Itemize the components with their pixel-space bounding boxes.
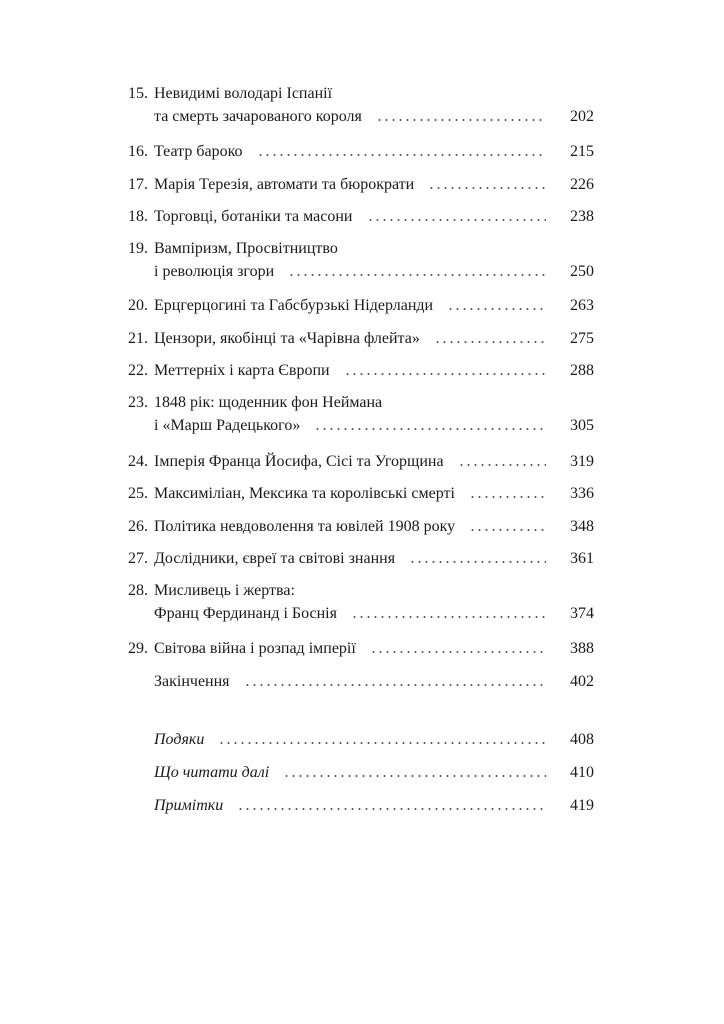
dot-leader xyxy=(428,186,546,190)
entry-title-text: Що читати далі xyxy=(154,764,270,781)
entry-title xyxy=(154,294,554,317)
entry-title xyxy=(154,637,554,660)
entry-title-text: Вампіризм, Просвітництво xyxy=(154,240,338,257)
page-number: 305 xyxy=(570,417,594,434)
dot-leader xyxy=(314,427,546,431)
dot-leader xyxy=(351,615,546,619)
entry-title-line xyxy=(154,359,554,382)
entry-title-text: Світова війна і розпад імперії xyxy=(154,640,356,657)
entry-title-line xyxy=(154,637,554,660)
entry-number: 25. xyxy=(128,485,148,502)
entry-number: 22. xyxy=(128,362,148,379)
entry-title-text: і революція згори xyxy=(154,263,275,280)
entry-title xyxy=(154,359,554,382)
entry-title-text: Меттерніх і карта Європи xyxy=(154,362,330,379)
dot-leader xyxy=(376,118,546,122)
entry-title-text: Марія Терезія, автомати та бюрократи xyxy=(154,176,415,193)
entry-title-line xyxy=(154,547,554,570)
entry-title-line xyxy=(154,482,554,505)
entry-title xyxy=(154,794,554,817)
entry-title xyxy=(154,82,554,128)
entry-title xyxy=(154,173,554,196)
entry-title-line xyxy=(154,391,554,414)
page-number: 226 xyxy=(570,176,594,193)
page-number: 402 xyxy=(570,673,594,690)
entry-title-text: Ерцгерцогині та Габсбурзькі Нідерланди xyxy=(154,297,434,314)
entry-title xyxy=(154,728,554,751)
page-number: 319 xyxy=(570,453,594,470)
entry-title-line xyxy=(154,602,554,625)
entry-title xyxy=(154,579,554,625)
page-number: 361 xyxy=(570,550,594,567)
entry-title-text: Подяки xyxy=(154,731,205,748)
entry-title-text: Невидимі володарі Іспанії xyxy=(154,85,333,102)
entry-title-line xyxy=(154,670,554,693)
entry-title xyxy=(154,761,554,784)
dot-leader xyxy=(447,307,546,311)
entry-number: 19. xyxy=(128,240,148,257)
page-number: 408 xyxy=(570,731,594,748)
dot-leader xyxy=(409,560,546,564)
entry-title xyxy=(154,237,554,283)
entry-title-text: Цензори, якобінці та «Чарівна флейта» xyxy=(154,330,420,347)
entry-title-line xyxy=(154,579,554,602)
entry-title-line xyxy=(154,414,554,437)
entry-title-line xyxy=(154,761,554,784)
dot-leader xyxy=(370,650,546,654)
entry-title xyxy=(154,670,554,693)
entry-title-text: Імперія Франца Йосифа, Сісі та Угорщина xyxy=(154,453,444,470)
entry-title-line xyxy=(154,237,554,260)
entry-number: 17. xyxy=(128,176,148,193)
entry-number: 24. xyxy=(128,453,148,470)
dot-leader xyxy=(434,340,546,344)
dot-leader xyxy=(469,528,546,532)
dot-leader xyxy=(218,741,546,745)
entry-title-text: Закінчення xyxy=(154,673,230,690)
dot-leader xyxy=(244,683,546,687)
entry-number: 15. xyxy=(128,85,148,102)
entry-title-line xyxy=(154,260,554,283)
page-number: 263 xyxy=(570,297,594,314)
dot-leader xyxy=(283,774,546,778)
entry-number: 23. xyxy=(128,394,148,411)
entry-title-text: 1848 рік: щоденник фон Неймана xyxy=(154,394,383,411)
entry-title xyxy=(154,547,554,570)
page-number: 202 xyxy=(570,108,594,125)
page-number: 336 xyxy=(570,485,594,502)
entry-title-line xyxy=(154,327,554,350)
entry-title-text: Політика невдоволення та ювілей 1908 року xyxy=(154,518,456,535)
entry-title-text: Франц Фердинанд і Боснія xyxy=(154,605,337,622)
dot-leader xyxy=(367,218,547,222)
entry-title-line xyxy=(154,450,554,473)
dot-leader xyxy=(288,273,546,277)
entry-title-text: та смерть зачарованого короля xyxy=(154,108,362,125)
entry-title-line xyxy=(154,794,554,817)
page-number: 238 xyxy=(570,208,594,225)
entry-number: 16. xyxy=(128,143,148,160)
entry-title-text: Примітки xyxy=(154,797,224,814)
entry-title-line xyxy=(154,140,554,163)
entry-title-text: Театр бароко xyxy=(154,143,243,160)
dot-leader xyxy=(458,463,546,467)
entry-title xyxy=(154,140,554,163)
entry-number: 21. xyxy=(128,330,148,347)
dot-leader xyxy=(237,807,546,811)
entry-number: 29. xyxy=(128,640,148,657)
entry-number: 18. xyxy=(128,208,148,225)
page-number: 374 xyxy=(570,605,594,622)
entry-title xyxy=(154,482,554,505)
page-number: 419 xyxy=(570,797,594,814)
page-number: 215 xyxy=(570,143,594,160)
entry-number: 20. xyxy=(128,297,148,314)
entry-title xyxy=(154,327,554,350)
entry-number: 26. xyxy=(128,518,148,535)
page-number: 388 xyxy=(570,640,594,657)
page-number: 410 xyxy=(570,764,594,781)
entry-number: 27. xyxy=(128,550,148,567)
page-number: 275 xyxy=(570,330,594,347)
entry-title-text: Максиміліан, Мексика та королівські смерті xyxy=(154,485,455,502)
entry-title-text: і «Марш Радецького» xyxy=(154,417,301,434)
dot-leader xyxy=(257,153,546,157)
entry-title-line xyxy=(154,294,554,317)
entry-title-line xyxy=(154,205,554,228)
dot-leader xyxy=(344,372,546,376)
entry-title-text: Мисливець і жертва: xyxy=(154,582,295,599)
entry-title-text: Торговці, ботаніки та масони xyxy=(154,208,353,225)
entry-title-line xyxy=(154,173,554,196)
entry-title xyxy=(154,391,554,437)
entry-title xyxy=(154,515,554,538)
page-number: 250 xyxy=(570,263,594,280)
dot-leader xyxy=(469,495,546,499)
entry-number: 28. xyxy=(128,582,148,599)
entry-title xyxy=(154,450,554,473)
entry-title-line xyxy=(154,515,554,538)
entry-title-line xyxy=(154,105,554,128)
entry-title-line xyxy=(154,728,554,751)
entry-title xyxy=(154,205,554,228)
page-number: 348 xyxy=(570,518,594,535)
page-number: 288 xyxy=(570,362,594,379)
entry-title-text: Дослідники, євреї та світові знання xyxy=(154,550,396,567)
entry-title-line xyxy=(154,82,554,105)
